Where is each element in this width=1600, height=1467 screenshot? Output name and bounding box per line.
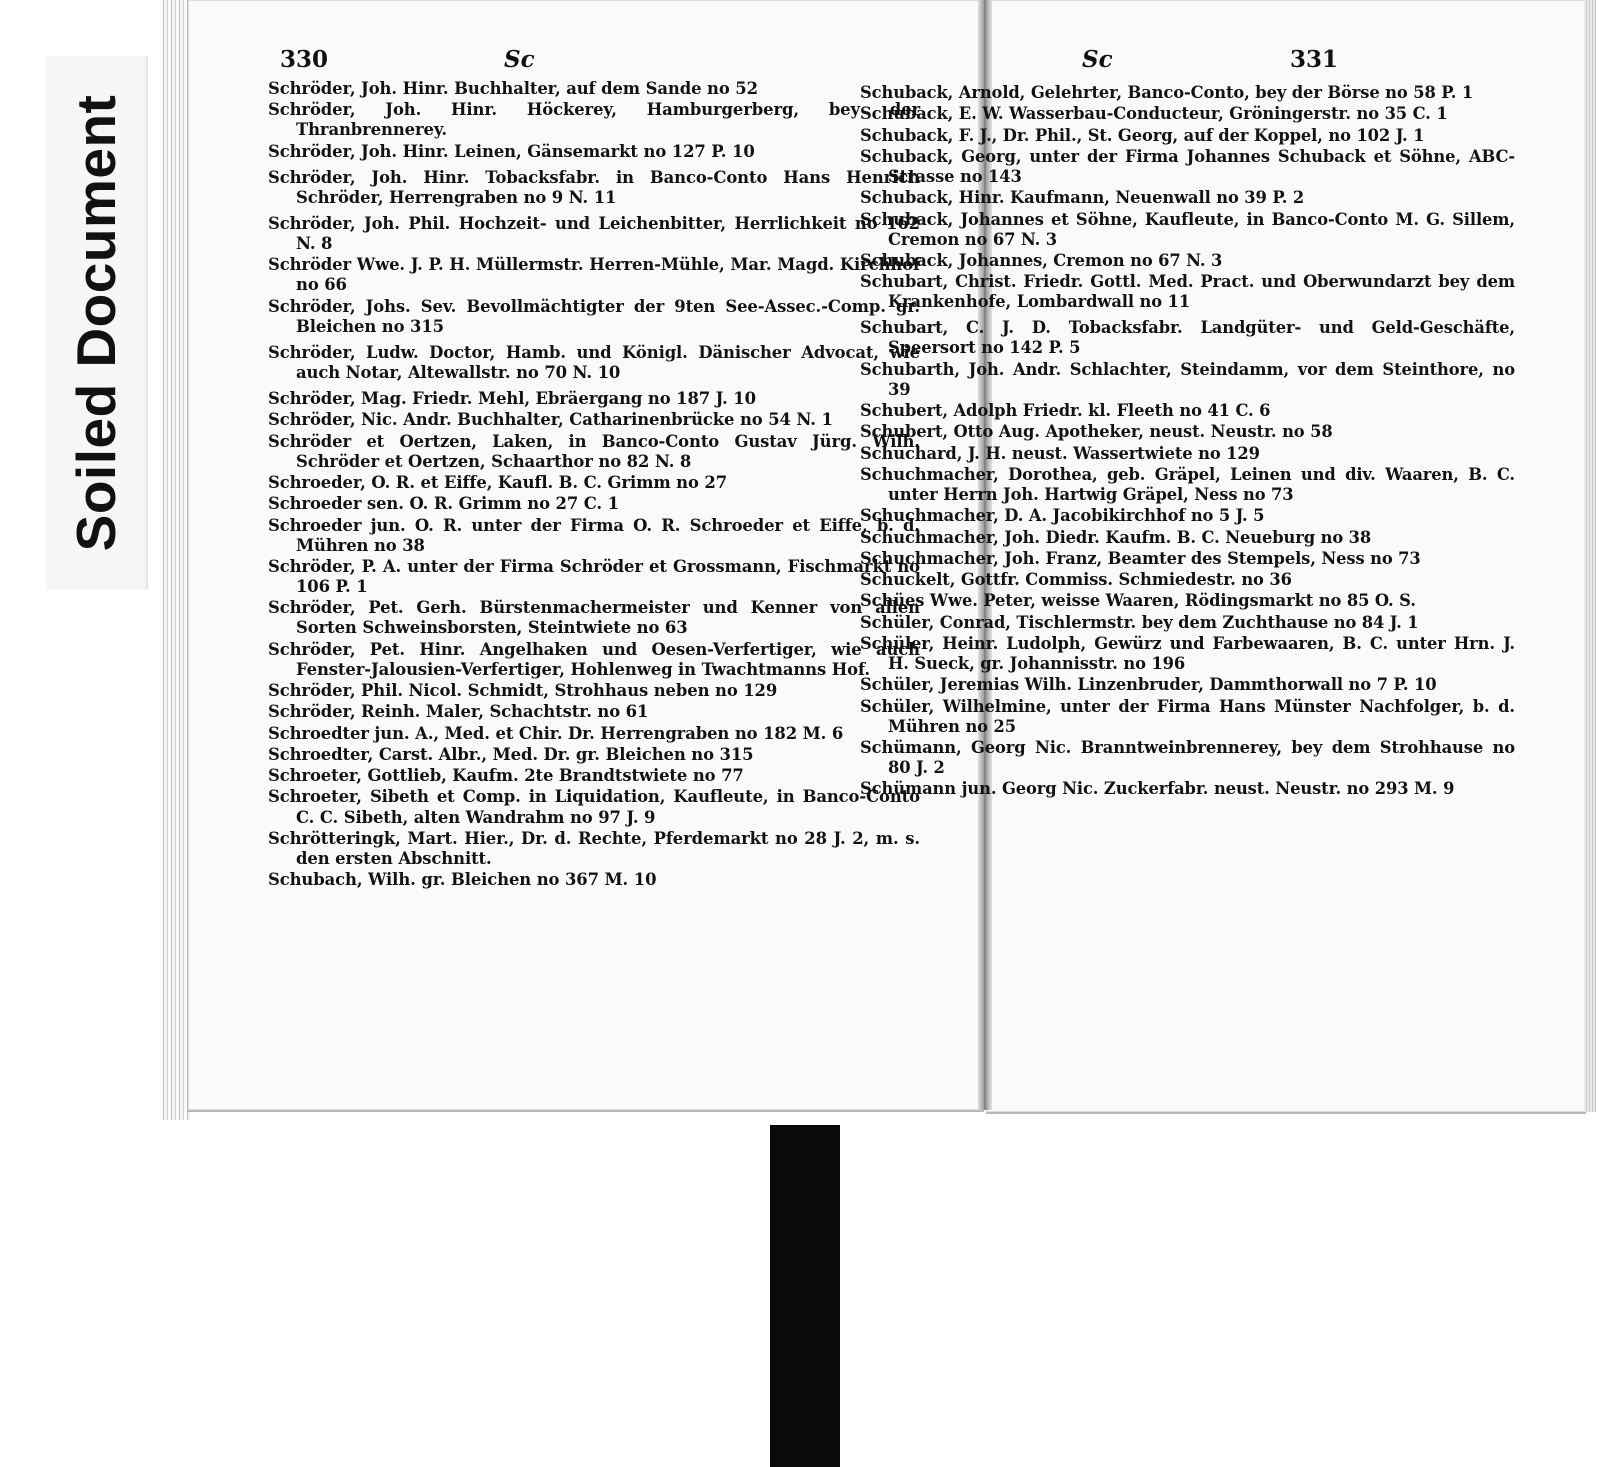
left-page-entries (268, 79, 920, 892)
directory-entry: Schüler, Heinr. Ludolph, Gewürz und Farbewaaren, B. C. unter Hrn. J. H. Sueck, gr. Johannisstr. no 196 (860, 634, 1515, 674)
page-edges-left (160, 0, 190, 1120)
directory-entry: Schües Wwe. Peter, weisse Waaren, Rödingsmarkt no 85 O. S. (860, 591, 1416, 611)
directory-entry: Schuback, Georg, unter der Firma Johannes Schuback et Söhne, ABC-Strasse no 143 (860, 146, 1515, 186)
directory-entry: Schröder, Joh. Hinr. Höckerey, Hamburgerberg, bey der Thranbrennerey. (268, 100, 920, 140)
directory-entry: Schröder, Nic. Andr. Buchhalter, Catharinenbrücke no 54 N. 1 (268, 410, 833, 430)
directory-entry: Schröder, Joh. Hinr. Tobacksfabr. in Banco-Conto Hans Henrich Schröder, Herrengraben no 9 N. 11 (268, 167, 920, 207)
directory-entry: Schuback, Arnold, Gelehrter, Banco-Conto, bey der Börse no 58 P. 1 (860, 83, 1474, 102)
page-edges-right (1584, 0, 1596, 1112)
directory-entry: Schuback, Johannes et Söhne, Kaufleute, in Banco-Conto M. G. Sillem, Cremon no 67 N. 3 (860, 209, 1515, 249)
directory-entry: Schüler, Conrad, Tischlermstr. bey dem Zuchthause no 84 J. 1 (860, 612, 1419, 632)
directory-entry: Schuckelt, Gottfr. Commiss. Schmiedestr. no 36 (860, 570, 1292, 590)
directory-entry: Schuchmacher, Dorothea, geb. Gräpel, Leinen und div. Waaren, B. C. unter Herrn Joh. Hartwig Gräpel, Ness no 73 (860, 464, 1515, 505)
directory-entry: Schröder, Reinh. Maler, Schachtstr. no 61 (268, 702, 649, 722)
directory-entry: Schroeder, O. R. et Eiffe, Kaufl. B. C. Grimm no 27 (268, 473, 728, 492)
directory-entry: Schroedter, Carst. Albr., Med. Dr. gr. Bleichen no 315 (268, 744, 754, 764)
directory-entry: Schuchmacher, Joh. Diedr. Kaufm. B. C. Neueburg no 38 (860, 527, 1372, 547)
directory-entry: Schuback, F. J., Dr. Phil., St. Georg, auf der Koppel, no 102 J. 1 (860, 125, 1425, 145)
left-page-header: Sc (504, 46, 535, 73)
directory-entry: Schröder, Pet. Hinr. Angelhaken und Oesen-Verfertiger, wie auch Fenster-Jalousien-Verfertiger, Hohlenweg in Twachtmanns Hof. (268, 639, 920, 679)
directory-entry: Schuchard, J. H. neust. Wassertwiete no 129 (860, 443, 1260, 463)
directory-entry: Schubert, Otto Aug. Apotheker, neust. Neustr. no 58 (860, 422, 1333, 442)
directory-entry: Schrötteringk, Mart. Hier., Dr. d. Rechte, Pferdemarkt no 28 J. 2, m. s. den ersten Abschnitt. (268, 828, 920, 868)
directory-entry: Schüler, Jeremias Wilh. Linzenbruder, Dammthorwall no 7 P. 10 (860, 675, 1437, 695)
right-page-header: Sc (1082, 46, 1113, 73)
directory-entry: Schröder, Joh. Hinr. Leinen, Gänsemarkt no 127 P. 10 (268, 141, 755, 161)
directory-entry: Schröder, P. A. unter der Firma Schröder et Grossmann, Fischmarkt no 106 P. 1 (268, 556, 920, 597)
directory-entry: Schüler, Wilhelmine, unter der Firma Hans Münster Nachfolger, b. d. Mühren no 25 (860, 696, 1515, 736)
directory-entry: Schröder, Pet. Gerh. Bürstenmachermeister und Kenner von allen Sorten Schweinsborsten, Steintwiete no 63 (268, 598, 920, 638)
directory-entry: Schröder et Oertzen, Laken, in Banco-Conto Gustav Jürg. Wilh. Schröder et Oertzen, Schaarthor no 82 N. 8 (268, 431, 920, 471)
directory-entry: Schroedter jun. A., Med. et Chir. Dr. Herrengraben no 182 M. 6 (268, 723, 844, 743)
directory-entry: Schroeder jun. O. R. unter der Firma O. R. Schroeder et Eiffe, b. d. Mühren no 38 (268, 515, 920, 555)
directory-entry: Schröder, Mag. Friedr. Mehl, Ebräergang no 187 J. 10 (268, 389, 756, 409)
soiled-document-label (46, 56, 148, 590)
directory-entry: Schümann jun. Georg Nic. Zuckerfabr. neust. Neustr. no 293 M. 9 (860, 779, 1455, 799)
directory-entry: Schubach, Wilh. gr. Bleichen no 367 M. 10 (268, 870, 657, 890)
open-book (160, 0, 1600, 1125)
directory-entry: Schroeter, Gottlieb, Kaufm. 2te Brandtstwiete no 77 (268, 766, 744, 786)
directory-entry: Schröder, Phil. Nicol. Schmidt, Strohhaus neben no 129 (268, 681, 778, 701)
directory-entry: Schröder, Joh. Hinr. Buchhalter, auf dem Sande no 52 (268, 79, 758, 98)
directory-entry: Schubarth, Joh. Andr. Schlachter, Steindamm, vor dem Steinthore, no 39 (860, 359, 1515, 399)
directory-entry: Schuback, Johannes, Cremon no 67 N. 3 (860, 250, 1223, 270)
directory-entry: Schuchmacher, Joh. Franz, Beamter des Stempels, Ness no 73 (860, 548, 1421, 568)
directory-entry: Schuchmacher, D. A. Jacobikirchhof no 5 J. 5 (860, 506, 1265, 526)
directory-entry: Schröder, Ludw. Doctor, Hamb. und Königl. Dänischer Advocat, wie auch Notar, Altewallstr. no 70 N. 10 (268, 342, 920, 382)
directory-entry: Schuback, E. W. Wasserbau-Conducteur, Gröningerstr. no 35 C. 1 (860, 104, 1448, 124)
directory-entry: Schroeter, Sibeth et Comp. in Liquidation, Kaufleute, in Banco-Conto C. C. Sibeth, alten Wandrahm no 97 J. 9 (268, 787, 920, 827)
directory-entry: Schubart, Christ. Friedr. Gottl. Med. Pract. und Oberwundarzt bey dem Krankenhofe, Lombardwall no 11 (860, 272, 1515, 312)
soiled-document-label-text: Soiled Document (65, 94, 127, 552)
directory-entry: Schröder, Johs. Sev. Bevollmächtigter der 9ten See-Assec.-Comp. gr. Bleichen no 315 (268, 296, 920, 336)
directory-entry: Schubart, C. J. D. Tobacksfabr. Landgüter- und Geld-Geschäfte, Speersort no 142 P. 5 (860, 318, 1515, 358)
directory-entry: Schröder Wwe. J. P. H. Müllermstr. Herren-Mühle, Mar. Magd. Kirchhof no 66 (268, 255, 920, 295)
directory-entry: Schroeder sen. O. R. Grimm no 27 C. 1 (268, 494, 619, 514)
left-page-number: 330 (280, 46, 329, 73)
right-page-entries (860, 83, 1515, 801)
directory-entry: Schubert, Adolph Friedr. kl. Fleeth no 41 C. 6 (860, 401, 1271, 421)
directory-entry: Schröder, Joh. Phil. Hochzeit- und Leichenbitter, Herrlichkeit no 162 N. 8 (268, 213, 920, 254)
directory-entry: Schümann, Georg Nic. Branntweinbrennerey, bey dem Strohhause no 80 J. 2 (860, 738, 1515, 778)
directory-entry: Schuback, Hinr. Kaufmann, Neuenwall no 39 P. 2 (860, 188, 1305, 208)
right-page-number: 331 (1290, 46, 1339, 73)
bookmark-ribbon (770, 1125, 840, 1467)
